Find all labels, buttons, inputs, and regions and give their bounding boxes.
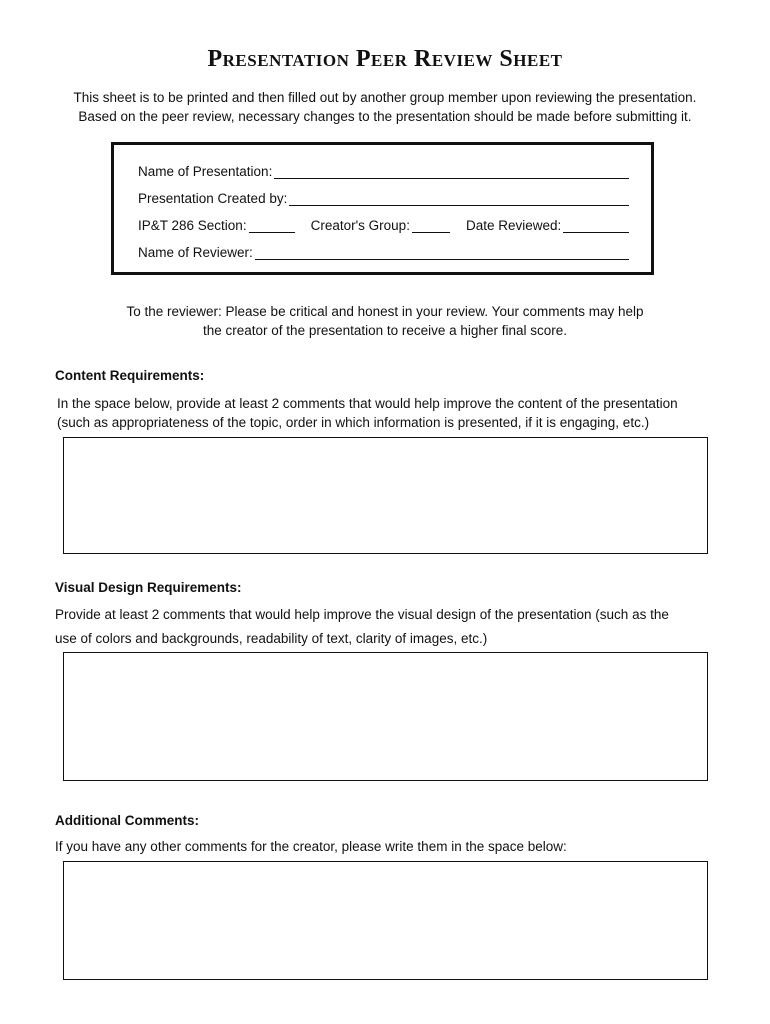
content-instructions xyxy=(57,394,678,432)
presentation-name-label: Name of Presentation: xyxy=(138,164,273,179)
intro-line-2: Based on the peer review, necessary changes to the presentation should be made before submitting it. xyxy=(78,109,692,124)
section-field[interactable] xyxy=(249,218,295,233)
created-by-label: Presentation Created by: xyxy=(138,191,288,206)
presentation-name-field[interactable] xyxy=(274,164,629,179)
visual-instructions xyxy=(55,603,669,651)
date-field[interactable] xyxy=(563,218,629,233)
intro-line-1: This sheet is to be printed and then filled out by another group member upon reviewing the presentation. xyxy=(73,90,697,105)
section-group-date-row xyxy=(138,213,629,233)
additional-instructions: If you have any other comments for the creator, please write them in the space below: xyxy=(55,839,567,854)
page-title: Presentation Peer Review Sheet xyxy=(207,46,563,72)
section-label: IP&T 286 Section: xyxy=(138,218,247,233)
visual-comments-box[interactable] xyxy=(63,652,708,781)
presentation-name-row xyxy=(138,159,629,179)
reviewer-label: Name of Reviewer: xyxy=(138,245,253,260)
visual-heading: Visual Design Requirements: xyxy=(55,580,242,595)
content-instructions-line-2: (such as appropriateness of the topic, order in which information is presented, if it is engaging, etc.) xyxy=(57,415,650,430)
visual-instructions-line-1: Provide at least 2 comments that would help improve the visual design of the presentation (such as the xyxy=(55,607,669,622)
created-by-field[interactable] xyxy=(289,191,629,206)
reviewer-note-line-2: the creator of the presentation to receive a higher final score. xyxy=(203,323,567,338)
additional-heading: Additional Comments: xyxy=(55,813,199,828)
group-field[interactable] xyxy=(412,218,450,233)
intro-text xyxy=(0,88,770,126)
reviewer-field[interactable] xyxy=(255,245,629,260)
group-label: Creator's Group: xyxy=(310,218,410,233)
date-label: Date Reviewed: xyxy=(465,218,562,233)
reviewer-note-line-1: To the reviewer: Please be critical and honest in your review. Your comments may help xyxy=(126,304,644,319)
reviewer-note xyxy=(0,302,770,340)
visual-instructions-line-2: use of colors and backgrounds, readability of text, clarity of images, etc.) xyxy=(55,631,488,646)
content-heading: Content Requirements: xyxy=(55,368,205,383)
additional-comments-box[interactable] xyxy=(63,861,708,980)
content-comments-box[interactable] xyxy=(63,437,708,554)
info-box xyxy=(111,142,654,275)
created-by-row xyxy=(138,186,629,206)
content-instructions-line-1: In the space below, provide at least 2 comments that would help improve the content of the presentation xyxy=(57,396,678,411)
reviewer-row xyxy=(138,240,629,260)
